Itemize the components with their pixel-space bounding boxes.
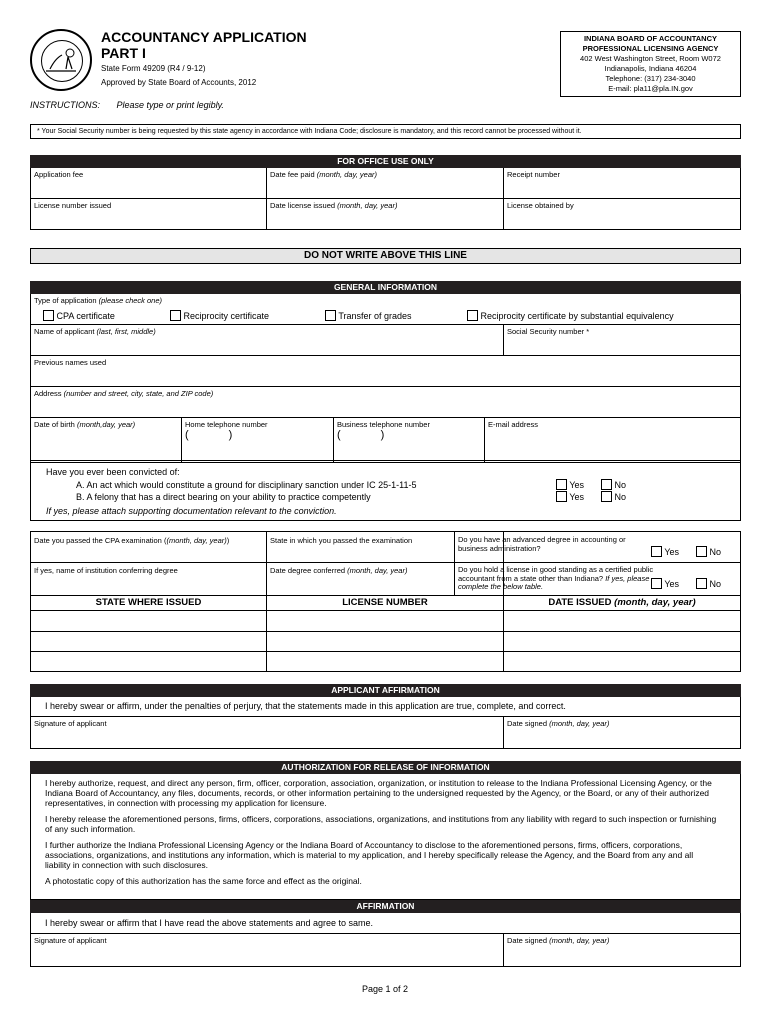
conviction-question: Have you ever been convicted of: (46, 467, 180, 477)
exam-section (30, 531, 741, 672)
title-line-2: PART I (101, 45, 146, 61)
applicant-affirmation-section (30, 684, 741, 749)
option-transfer-of-grades[interactable]: Transfer of grades (325, 310, 412, 321)
exam-state-field[interactable]: State in which you passed the examination (270, 536, 413, 545)
email-field[interactable]: E-mail address (488, 420, 539, 429)
institution-field[interactable]: If yes, name of institution conferring degree (34, 566, 178, 575)
col-license-number: LICENSE NUMBER (342, 597, 428, 608)
conviction-a: A. An act which would constitute a ground for disciplinary sanction under IC 25-1-11-5 (76, 480, 417, 490)
license-obtained-by-field[interactable]: License obtained by (507, 201, 574, 210)
ssn-field[interactable]: Social Security number * (507, 327, 590, 336)
approval-note: Approved by State Board of Accounts, 2012 (101, 78, 257, 87)
affirmation-statement: I hereby swear or affirm, under the penalties of perjury, that the statements made in this application are true, complete, and correct. (45, 701, 566, 711)
agency-name-1: INDIANA BOARD OF ACCOUNTANCY (583, 34, 718, 43)
option-reciprocity-certificate[interactable]: Reciprocity certificate (170, 310, 269, 321)
affirmation-heading: AFFIRMATION (30, 900, 741, 913)
date-conferred-field[interactable]: Date degree conferred (month, day, year) (270, 566, 408, 575)
authorization-paragraph-3: I further authorize the Indiana Professional Licensing Agency or the Indiana Board of Accountancy to disclose to the aforementioned persons, firms, officers, corporations, associations, organizations, and institutions any information, which is material to my application, and I hereby specifically release the Agency, and the Board from any and all liability in connection with such disclosures. (45, 840, 694, 870)
ssn-notice: * Your Social Security number is being requested by this state agency in accordance with Indiana Code; disclosure is mandatory, and this record cannot be processed without it. (30, 124, 741, 139)
col-state-issued: STATE WHERE ISSUED (95, 597, 202, 608)
signature-field-2[interactable]: Signature of applicant (34, 936, 107, 945)
page-number: Page 1 of 2 (361, 984, 409, 994)
business-phone-field[interactable]: Business telephone number (337, 420, 430, 429)
conviction-note: If yes, please attach supporting documentation relevant to the conviction. (46, 506, 337, 516)
date-fee-paid-field[interactable]: Date fee paid (month, day, year) (270, 170, 378, 179)
agency-name-2: PROFESSIONAL LICENSING AGENCY (582, 44, 719, 53)
license-number-issued-field[interactable]: License number issued (34, 201, 112, 210)
checkbox[interactable] (467, 310, 478, 321)
date-of-birth-field[interactable]: Date of birth (month,day, year) (34, 420, 136, 429)
home-phone-area-code: ( ) (185, 429, 233, 441)
business-phone-area-code: ( ) (337, 429, 385, 441)
good-standing-yes[interactable]: Yes (651, 578, 679, 589)
title-line-1: ACCOUNTANCY APPLICATION (101, 29, 307, 45)
date-signed-field[interactable]: Date signed (month, day, year) (507, 719, 610, 728)
affirmation2-statement: I hereby swear or affirm that I have read the above statements and agree to same. (45, 918, 374, 928)
authorization-paragraph-4: A photostatic copy of this authorization has the same force and effect as the original. (45, 876, 362, 886)
form-title (101, 29, 307, 61)
good-standing-no[interactable]: No (696, 578, 721, 589)
application-type-label: Type of application (please check one) (34, 296, 163, 305)
advanced-degree-question: Do you have an advanced degree in accounting or business administration? (458, 535, 626, 553)
advanced-degree-no[interactable]: No (696, 546, 721, 557)
date-signed-field-2[interactable]: Date signed (month, day, year) (507, 936, 610, 945)
state-seal (30, 29, 92, 91)
col-date-issued: DATE ISSUED (month, day, year) (548, 597, 696, 608)
home-phone-field[interactable]: Home telephone number (185, 420, 268, 429)
checkbox[interactable] (43, 310, 54, 321)
do-not-write-bar: DO NOT WRITE ABOVE THIS LINE (30, 248, 741, 264)
address-field[interactable]: Address (number and street, city, state, and ZIP code) (34, 389, 214, 398)
authorization-heading: AUTHORIZATION FOR RELEASE OF INFORMATION (30, 761, 741, 774)
agency-address-1: 402 West Washington Street, Room W072 (580, 54, 721, 63)
advanced-degree-yes[interactable]: Yes (651, 546, 679, 557)
authorization-section (30, 761, 741, 900)
conviction-a-yes[interactable]: Yes (556, 479, 584, 490)
conviction-b: B. A felony that has a direct bearing on your ability to practice competently (76, 492, 371, 502)
option-reciprocity-substantial-equivalency[interactable]: Reciprocity certificate by substantial equivalency (467, 310, 674, 321)
conviction-section (30, 460, 741, 521)
good-standing-question: Do you hold a license in good standing as a certified public accountant from a state other than Indiana? If yes, please complete the below table. (458, 565, 654, 591)
instructions-text: Please type or print legibly. (116, 100, 224, 110)
cpa-exam-date-field[interactable]: Date you passed the CPA examination ((month, day, year)) (34, 536, 230, 545)
general-info-heading: GENERAL INFORMATION (30, 281, 741, 294)
previous-names-field[interactable]: Previous names used (34, 358, 107, 367)
agency-telephone: Telephone: (317) 234-3040 (605, 74, 696, 83)
applicant-name-field[interactable]: Name of applicant (last, first, middle) (34, 327, 156, 336)
instructions (30, 100, 224, 110)
authorization-paragraph-1: I hereby authorize, request, and direct any person, firm, officer, corporation, association, organization, or institution to release to the Indiana Professional Licensing Agency, or the Indiana Board of Accountancy, any files, documents, records, or other information pertaining to the undersigned requested by the Agency, or the Board, or any of their authorized representatives, in connection with processing my application for licensure. (45, 778, 712, 808)
conviction-a-no[interactable]: No (601, 479, 626, 490)
general-info-section (30, 281, 741, 463)
agency-address-2: Indianapolis, Indiana 46204 (604, 64, 697, 73)
affirmation-section (30, 900, 741, 967)
office-use-heading: FOR OFFICE USE ONLY (30, 155, 741, 168)
checkbox[interactable] (170, 310, 181, 321)
agency-email: E-mail: pla11@pla.IN.gov (608, 84, 693, 93)
conviction-b-yes[interactable]: Yes (556, 491, 584, 502)
instructions-label: INSTRUCTIONS: (30, 100, 101, 110)
applicant-affirmation-heading: APPLICANT AFFIRMATION (30, 684, 741, 697)
conviction-b-no[interactable]: No (601, 491, 626, 502)
date-license-issued-field[interactable]: Date license issued (month, day, year) (270, 201, 398, 210)
option-cpa-certificate[interactable]: CPA certificate (43, 310, 115, 321)
office-use-section (30, 155, 741, 230)
receipt-number-field[interactable]: Receipt number (507, 170, 560, 179)
application-fee-field[interactable]: Application fee (34, 170, 84, 179)
signature-field[interactable]: Signature of applicant (34, 719, 107, 728)
checkbox[interactable] (325, 310, 336, 321)
form-number: State Form 49209 (R4 / 9-12) (101, 64, 206, 73)
agency-box (560, 31, 741, 97)
authorization-paragraph-2: I hereby release the aforementioned persons, firms, officers, corporations, associations, organizations, and institutions from any liability with regard to such inspection or furnishing of any such information. (45, 814, 717, 834)
seal-emblem-icon (32, 31, 90, 89)
